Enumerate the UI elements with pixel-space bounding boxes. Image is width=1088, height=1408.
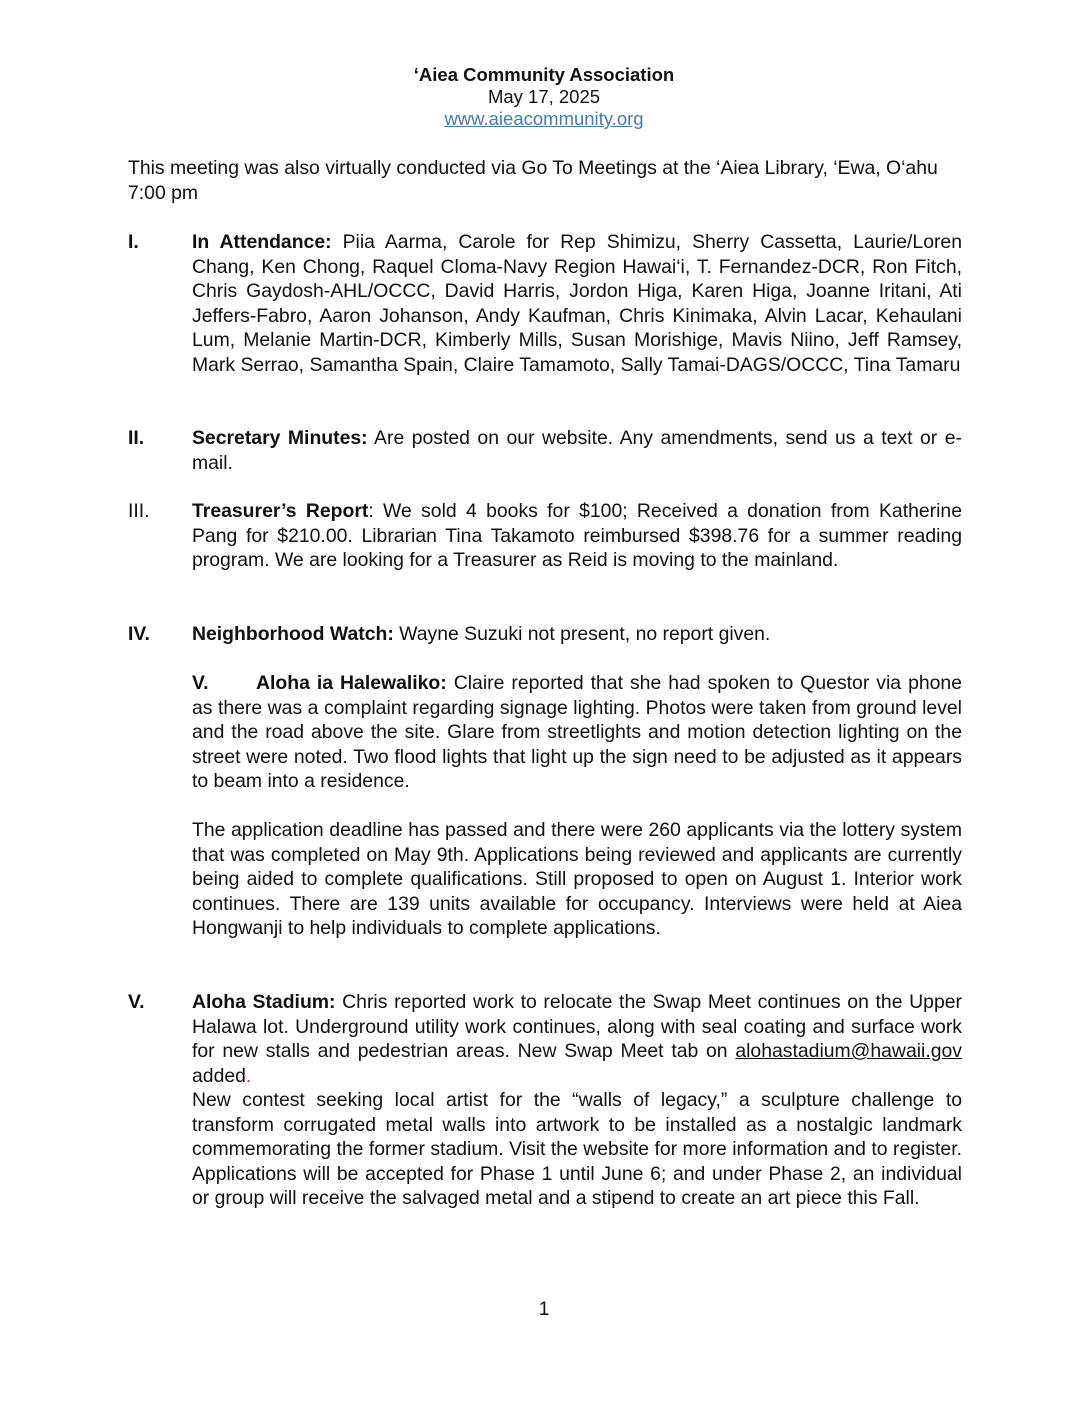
section-text: Piia Aarma, Carole for Rep Shimizu, Sherry Cassetta, Laurie/Loren Chang, Ken Chong, Raquel Cloma-Navy Region Hawai‘i, T. Fernandez-DCR, Ron Fitch, Chris Gaydosh-AHL/OCCC, David Harris, Jordon Higa, Karen Higa, Joanne Iritani, Ati Jeffers-Fabro, Aaron Johanson, Andy Kaufman, Chris Kinimaka, Alvin Lacar, Kehaulani Lum, Melanie Martin-DCR, Kimberly Mills, Susan Morishige, Mavis Niino, Jeff Ramsey, Mark Serrao, Samantha Spain, Claire Tamamoto, Sally Tamai-DAGS/OCCC, Tina Tamaru bbox=[192, 231, 962, 376]
section-neighborhood-watch bbox=[128, 622, 962, 647]
section-halewaliko bbox=[128, 671, 962, 941]
section-text-after-link: added bbox=[192, 1064, 246, 1087]
meeting-date: May 17, 2025 bbox=[487, 86, 601, 107]
section-number: V. bbox=[192, 672, 209, 694]
intro-paragraph: This meeting was also virtually conducted via Go To Meetings at the ‘Aiea Library, ‘Ewa, O‘ahu 7:00 pm bbox=[128, 157, 938, 204]
website-link[interactable]: www.aieacommunity.org bbox=[444, 108, 644, 129]
section-title: Aloha Stadium: bbox=[192, 991, 336, 1013]
section-attendance bbox=[128, 230, 962, 377]
email-link[interactable]: alohastadium@hawaii.gov bbox=[735, 1040, 962, 1062]
section-text: Chris reported work to relocate the Swap Meet continues on the Upper Halawa lot. Underground utility work continues, along with seal coating and surface work for new stalls and pedestrian areas. New Swap Meet tab on bbox=[192, 991, 962, 1062]
red-period: . bbox=[245, 1064, 252, 1087]
section-text: Wayne Suzuki not present, no report given. bbox=[393, 623, 771, 645]
section-number: I. bbox=[128, 231, 139, 253]
section-number: IV. bbox=[128, 623, 150, 645]
section-title: Treasurer’s Report bbox=[192, 500, 369, 522]
section-treasurer bbox=[128, 499, 962, 573]
section-number: II. bbox=[128, 427, 145, 449]
section-title: Neighborhood Watch: bbox=[192, 623, 394, 645]
section-text: Claire reported that she had spoken to Questor via phone as there was a complaint regarding signage lighting. Photos were taken from ground level and the road above the site. Glare from streetlights and motion detection lighting on the street were noted. Two flood lights that light up the sign need to be adjusted as it appears to beam into a residence. bbox=[192, 672, 962, 792]
organization-name: ‘Aiea Community Association bbox=[413, 64, 675, 85]
section-text: Are posted on our website. Any amendments, send us a text or e-mail. bbox=[192, 427, 962, 474]
section-secretary bbox=[128, 426, 962, 475]
section-paragraph-2: New contest seeking local artist for the “walls of legacy,” a sculpture challenge to transform corrugated metal walls into artwork to be installed as a nostalgic landmark commemorating the former stadium. Visit the website for more information and to register. Applications will be accepted for Phase 1 until June 6; and under Phase 2, an individual or group will receive the salvaged metal and a stipend to create an art piece this Fall. bbox=[192, 1089, 962, 1209]
section-title: Aloha ia Halewaliko: bbox=[256, 672, 447, 694]
section-paragraph-2: The application deadline has passed and there were 260 applicants via the lottery system that was completed on May 9th. Applications being reviewed and applicants are currently being aided to complete qualifications. Still proposed to open on August 1. Interior work continues. There are 139 units available for occupancy. Interviews were held at Aiea Hongwanji to help individuals to complete applications. bbox=[192, 819, 962, 939]
page-number: 1 bbox=[538, 1298, 550, 1320]
section-number: III. bbox=[128, 500, 150, 522]
section-number: V. bbox=[128, 991, 145, 1013]
section-title: In Attendance: bbox=[192, 231, 332, 253]
document-header bbox=[0, 64, 1088, 130]
section-text: : We sold 4 books for $100; Received a donation from Katherine Pang for $210.00. Librarian Tina Takamoto reimbursed $398.76 for a summer reading program. We are looking for a Treasurer as Reid is moving to the mainland. bbox=[192, 500, 962, 571]
section-title: Secretary Minutes: bbox=[192, 427, 368, 449]
section-aloha-stadium bbox=[128, 990, 962, 1211]
